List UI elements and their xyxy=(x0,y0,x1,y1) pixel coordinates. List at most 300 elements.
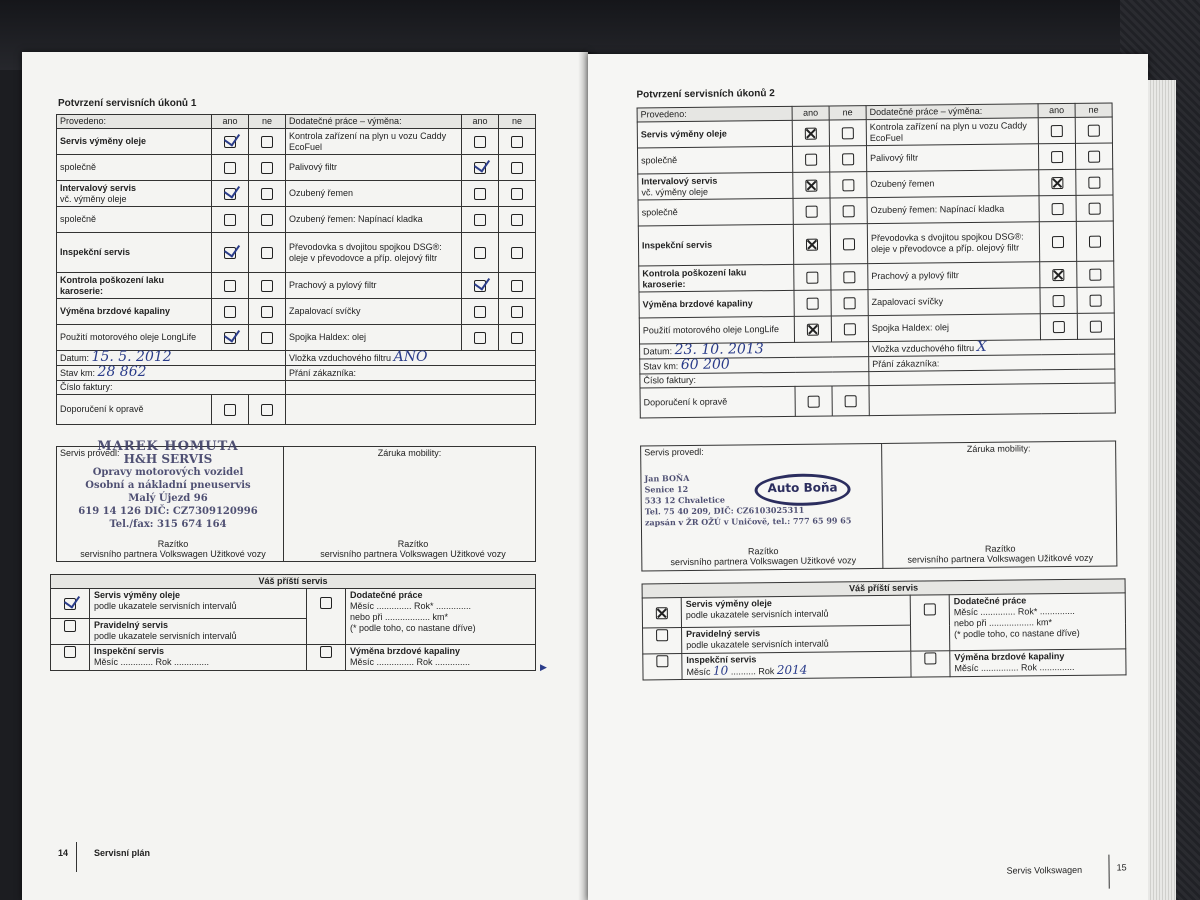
left-row-extra-ano-checkbox[interactable] xyxy=(474,247,486,259)
right-next-c-checkbox[interactable] xyxy=(656,655,668,667)
left-stamp-line: 619 14 126 DIČ: CZ7309120996 xyxy=(78,506,258,517)
right-row-extra-ano-cell[interactable] xyxy=(1040,313,1077,339)
right-row-ne-cell[interactable] xyxy=(831,290,868,316)
right-next-a-checkbox[interactable] xyxy=(656,607,668,619)
right-next-c-check[interactable] xyxy=(643,654,682,680)
left-row-extra-ano-checkbox[interactable] xyxy=(474,188,486,200)
left-doporuceni-ano-cell[interactable] xyxy=(212,395,249,425)
left-faktura-cell xyxy=(57,381,286,395)
right-faktura-label: Číslo faktury: xyxy=(643,374,696,386)
right-razitko-1-sub: servisního partnera Volkswagen Užitkové vozy xyxy=(670,555,857,568)
right-row-extra-ano-cell[interactable] xyxy=(1039,195,1076,221)
left-next-c-title: Inspekční servis xyxy=(94,646,165,656)
left-row-ne-checkbox[interactable] xyxy=(261,280,273,292)
left-row-ne-cell[interactable] xyxy=(249,299,286,325)
right-row-ne-checkbox[interactable] xyxy=(842,179,854,191)
right-row-extra-ne-cell[interactable] xyxy=(1076,169,1113,195)
right-service-table xyxy=(637,103,1116,419)
right-row-ano-checkbox[interactable] xyxy=(806,205,818,217)
right-next-a-check[interactable] xyxy=(642,598,681,628)
right-datum-hand: 23. 10. 2013 xyxy=(674,341,764,359)
left-row-extra-ne-cell[interactable] xyxy=(499,129,536,155)
left-page xyxy=(22,52,588,900)
right-row-label xyxy=(638,224,793,266)
right-row-ano-checkbox[interactable] xyxy=(805,127,817,139)
left-row-extra: Kontrola zařízení na plyn u vozu Caddy EcoFuel xyxy=(286,129,462,155)
right-doporuceni-ano-cell[interactable] xyxy=(795,386,832,416)
right-row-extra-ne-checkbox[interactable] xyxy=(1089,202,1101,214)
left-table-header xyxy=(57,115,536,129)
right-next-e-check[interactable] xyxy=(911,651,950,677)
right-row-extra-ano-checkbox[interactable] xyxy=(1053,321,1065,333)
left-page-number: 14 xyxy=(58,848,69,858)
left-next-c-mesic: Měsíc ............. Rok .............. xyxy=(94,657,210,667)
left-row-extra-ano-checkbox[interactable] xyxy=(474,214,486,226)
right-row-ne-checkbox[interactable] xyxy=(844,323,856,335)
left-row-extra-ne-checkbox[interactable] xyxy=(511,280,523,292)
left-next-c-checkbox[interactable] xyxy=(64,646,76,658)
left-service-table xyxy=(56,114,536,425)
left-row-ano-checkbox[interactable] xyxy=(224,280,236,292)
right-row-ano-checkbox[interactable] xyxy=(807,323,819,335)
right-row-extra-ne-checkbox[interactable] xyxy=(1088,124,1100,136)
left-row-ano-cell[interactable] xyxy=(212,299,249,325)
left-row-ne-checkbox[interactable] xyxy=(261,247,273,259)
right-row-extra: Ozubený řemen xyxy=(867,170,1039,198)
right-row-ne-checkbox[interactable] xyxy=(842,127,854,139)
right-next-c-date: Měsíc 10 .......... Rok 2014 xyxy=(686,662,808,678)
right-row-ano-cell[interactable] xyxy=(793,198,830,224)
left-stamp-line: Osobní a nákladní pneuservis xyxy=(85,480,251,491)
table-row xyxy=(640,383,1115,418)
left-stamp-line: MAREK HOMUTA xyxy=(97,439,239,454)
left-next-b-sub: podle ukazatele servisních intervalů xyxy=(94,631,237,641)
right-page-number: 15 xyxy=(1116,862,1127,873)
right-row-ano-checkbox[interactable] xyxy=(807,297,819,309)
right-row-extra-ne-checkbox[interactable] xyxy=(1090,320,1102,332)
right-row-ano-cell[interactable] xyxy=(792,120,829,146)
left-row-ano-cell[interactable] xyxy=(212,181,249,207)
right-row-extra-ne-cell[interactable] xyxy=(1077,287,1114,313)
left-datum-label: Datum: xyxy=(60,353,90,363)
left-datum-cell xyxy=(57,351,286,366)
right-next-b-check[interactable] xyxy=(643,628,682,654)
right-row-ano-cell[interactable] xyxy=(794,316,831,342)
right-row-extra-ne-checkbox[interactable] xyxy=(1088,176,1100,188)
right-row-label xyxy=(637,120,792,148)
left-row-ne-checkbox[interactable] xyxy=(261,332,273,344)
right-next-a-sub: podle ukazatele servisních intervalů xyxy=(685,608,829,621)
right-row-extra-ano-checkbox[interactable] xyxy=(1052,236,1064,248)
left-row-label-sub: vč. výměny oleje xyxy=(60,193,127,204)
right-next-d-km: nebo při .................. km* xyxy=(953,617,1053,629)
left-row-ano-checkbox[interactable] xyxy=(224,247,236,259)
left-empty-cell xyxy=(286,381,536,395)
table-row xyxy=(57,233,536,273)
right-row-extra-ano-checkbox[interactable] xyxy=(1051,177,1063,189)
right-row-extra-ne-cell[interactable] xyxy=(1077,313,1114,339)
right-next-e-mesic: Měsíc ............... Rok .............. xyxy=(954,661,1075,674)
left-row-extra-ano-cell[interactable] xyxy=(462,273,499,299)
left-row-label-text: Kontrola poškození laku karoserie: xyxy=(60,274,165,296)
left-servis-provedl-label: Servis provedl: xyxy=(60,448,120,458)
right-next-b-title: Pravidelný servis xyxy=(686,628,761,640)
left-razitko-1-title: Razítko xyxy=(157,539,189,549)
left-continue-arrow-icon: ▶ xyxy=(540,662,547,672)
left-doporuceni-empty xyxy=(286,395,536,425)
left-row-extra-ne-cell[interactable] xyxy=(499,207,536,233)
left-row-extra: Prachový a pylový filtr xyxy=(286,273,462,299)
right-row-extra-ano-cell[interactable] xyxy=(1040,261,1077,287)
left-header-ne2: ne xyxy=(499,115,536,129)
table-row xyxy=(57,207,536,233)
right-row-ne-checkbox[interactable] xyxy=(843,205,855,217)
right-row-extra-ano-cell[interactable] xyxy=(1040,287,1077,313)
left-razitko-2 xyxy=(290,539,536,559)
table-row xyxy=(57,129,536,155)
left-row-label-text: Výměna brzdové kapaliny xyxy=(60,306,171,316)
left-row-ano-cell[interactable] xyxy=(212,273,249,299)
right-row-ano-checkbox[interactable] xyxy=(805,179,817,191)
right-next-b-sub: podle ukazatele servisních intervalů xyxy=(686,638,829,651)
right-row-extra-ne-cell[interactable] xyxy=(1076,195,1113,221)
left-row-extra-ne-checkbox[interactable] xyxy=(511,332,523,344)
right-razitko-1-title: Razítko xyxy=(747,546,779,557)
left-vlozka-label: Vložka vzduchového filtru xyxy=(289,353,392,363)
left-row-extra: Spojka Haldex: olej xyxy=(286,325,462,351)
right-next-service-table xyxy=(642,578,1127,680)
right-row-ne-checkbox[interactable] xyxy=(842,153,854,165)
right-next-title: Váš příští servis xyxy=(642,579,1125,598)
left-row-label-text: Servis výměny oleje xyxy=(60,136,147,146)
right-stamp-line: Senice 12 xyxy=(644,483,689,495)
left-header-ano: ano xyxy=(212,115,249,129)
right-row-extra: Spojka Haldex: olej xyxy=(868,314,1040,342)
table-row xyxy=(57,366,536,381)
left-header-ano2: ano xyxy=(462,115,499,129)
left-stamp-line: Tel./fax: 315 674 164 xyxy=(109,519,227,530)
right-next-d-mesic: Měsíc .............. Rok* .............. xyxy=(953,605,1075,618)
left-row-extra-ne-cell[interactable] xyxy=(499,325,536,351)
right-row-ne-checkbox[interactable] xyxy=(843,271,855,283)
left-next-service-table xyxy=(50,574,536,671)
left-row-extra-ano-cell[interactable] xyxy=(462,325,499,351)
right-row-ano-checkbox[interactable] xyxy=(806,238,818,250)
right-next-e-title: Výměna brzdové kapaliny xyxy=(954,651,1065,663)
left-row-extra-ano-cell[interactable] xyxy=(462,299,499,325)
left-row-ano-checkbox[interactable] xyxy=(224,306,236,318)
right-row-label-text: společně xyxy=(641,207,678,218)
left-stamp-line: Opravy motorových vozidel xyxy=(92,467,244,478)
left-row-extra-ne-cell[interactable] xyxy=(499,181,536,207)
right-row-label xyxy=(638,198,793,226)
right-row-extra: Ozubený řemen: Napínací kladka xyxy=(867,196,1039,224)
left-doporuceni-ano-checkbox[interactable] xyxy=(224,404,236,416)
table-row xyxy=(57,395,536,425)
right-row-ano-cell[interactable] xyxy=(793,224,830,264)
right-row-extra-ne-checkbox[interactable] xyxy=(1090,294,1102,306)
left-row-ne-checkbox[interactable] xyxy=(261,188,273,200)
right-row-extra-ano-cell[interactable] xyxy=(1038,117,1075,143)
left-next-d-check[interactable] xyxy=(307,589,346,645)
left-next-e-checkbox[interactable] xyxy=(320,646,332,658)
right-row-ne-cell[interactable] xyxy=(831,316,868,342)
right-razitko-2-sub: servisního partnera Volkswagen Užitkové vozy xyxy=(907,552,1094,565)
left-next-e-mesic: Měsíc ............... Rok .............. xyxy=(350,657,471,667)
table-row xyxy=(57,299,536,325)
left-footer-text: Servisní plán xyxy=(94,848,151,858)
left-doporuceni-ne-cell[interactable] xyxy=(249,395,286,425)
left-next-b-check[interactable] xyxy=(51,619,90,645)
left-row-label xyxy=(57,325,212,351)
right-row-extra: Převodovka s dvojitou spojkou DSG®: oleje v převodovce a příp. olejový filtr xyxy=(867,222,1039,264)
right-header-ano2: ano xyxy=(1038,103,1075,117)
left-row-extra-ano-cell[interactable] xyxy=(462,181,499,207)
table-row xyxy=(57,381,536,395)
left-row-label-text: Použití motorového oleje LongLife xyxy=(60,332,197,342)
right-header-ano: ano xyxy=(792,106,829,120)
left-dealer-stamp xyxy=(68,440,268,531)
left-row-ano-cell[interactable] xyxy=(212,233,249,273)
right-row-extra-ano-checkbox[interactable] xyxy=(1052,203,1064,215)
left-row-ne-checkbox[interactable] xyxy=(261,136,273,148)
right-row-extra-ano-checkbox[interactable] xyxy=(1053,295,1065,307)
left-row-extra-ano-checkbox[interactable] xyxy=(474,306,486,318)
right-next-d-checkbox[interactable] xyxy=(924,603,936,615)
table-row xyxy=(638,221,1113,266)
left-stav-hand: 28 862 xyxy=(97,364,147,380)
right-row-ne-cell[interactable] xyxy=(829,120,866,146)
right-row-extra-ne-cell[interactable] xyxy=(1076,221,1113,261)
right-row-label-text: Inspekční servis xyxy=(641,239,713,251)
left-row-label xyxy=(57,299,212,325)
right-zaruka-label: Záruka mobility: xyxy=(966,443,1031,455)
right-stav-hand: 60 200 xyxy=(680,356,730,374)
left-row-extra-ne-cell[interactable] xyxy=(499,299,536,325)
left-row-ano-cell[interactable] xyxy=(212,129,249,155)
right-row-extra: Kontrola zařízení na plyn u vozu Caddy EcoFuel xyxy=(866,118,1038,146)
right-row-extra-ne-checkbox[interactable] xyxy=(1089,268,1101,280)
left-row-ne-cell[interactable] xyxy=(249,155,286,181)
left-next-d-mesic: Měsíc .............. Rok* .............. xyxy=(350,601,472,611)
right-next-a-title: Servis výměny oleje xyxy=(685,598,772,610)
right-row-extra-ano-cell[interactable] xyxy=(1039,169,1076,195)
left-next-d-checkbox[interactable] xyxy=(320,597,332,609)
left-row-extra-ne-checkbox[interactable] xyxy=(511,136,523,148)
left-row-extra-ano-cell[interactable] xyxy=(462,233,499,273)
right-next-c-title: Inspekční servis xyxy=(686,654,757,666)
right-row-ne-cell[interactable] xyxy=(830,224,867,264)
right-stav-label: Stav km: xyxy=(643,361,679,372)
left-row-extra-ano-checkbox[interactable] xyxy=(474,162,486,174)
right-row-ano-checkbox[interactable] xyxy=(806,271,818,283)
left-row-ne-cell[interactable] xyxy=(249,181,286,207)
right-row-label xyxy=(637,146,792,174)
left-header-provedeno: Provedeno: xyxy=(57,115,212,129)
right-vlozka-hand: X xyxy=(976,338,987,355)
left-row-ano-cell[interactable] xyxy=(212,207,249,233)
left-row-extra-ne-cell[interactable] xyxy=(499,155,536,181)
left-row-extra: Ozubený řemen: Napínací kladka xyxy=(286,207,462,233)
left-next-e-title: Výměna brzdové kapaliny xyxy=(350,646,461,656)
right-row-extra-ano-checkbox[interactable] xyxy=(1051,151,1063,163)
left-row-ano-checkbox[interactable] xyxy=(224,188,236,200)
left-stamp-line: H&H SERVIS xyxy=(123,452,213,466)
table-row xyxy=(57,325,536,351)
left-row-ano-checkbox[interactable] xyxy=(224,214,236,226)
left-row-label xyxy=(57,207,212,233)
right-next-e-checkbox[interactable] xyxy=(924,652,936,664)
left-next-b-title: Pravidelný servis xyxy=(94,620,169,630)
left-stav-label: Stav km: xyxy=(60,368,96,378)
left-row-extra-ano-checkbox[interactable] xyxy=(474,136,486,148)
right-next-c-month-hand: 10 xyxy=(712,663,729,678)
left-row-extra-ne-cell[interactable] xyxy=(499,273,536,299)
left-row-ne-cell[interactable] xyxy=(249,129,286,155)
left-next-e-check[interactable] xyxy=(307,645,346,671)
right-footer-divider xyxy=(1108,855,1109,889)
left-doporuceni-label: Doporučení k opravě xyxy=(57,395,212,425)
left-doporuceni-ne-checkbox[interactable] xyxy=(261,404,273,416)
left-row-extra: Převodovka s dvojitou spojkou DSG®: oleje v převodovce a příp. olejový filtr xyxy=(286,233,462,273)
right-row-ne-checkbox[interactable] xyxy=(843,238,855,250)
left-row-extra-ano-cell[interactable] xyxy=(462,155,499,181)
left-header-ne: ne xyxy=(249,115,286,129)
left-page-title: Potvrzení servisních úkonů 1 xyxy=(58,98,197,109)
left-row-extra-ano-cell[interactable] xyxy=(462,207,499,233)
left-row-extra-ne-checkbox[interactable] xyxy=(511,247,523,259)
right-row-label-text: Výměna brzdové kapaliny xyxy=(642,298,753,310)
right-next-d-check[interactable] xyxy=(910,595,950,651)
left-razitko-2-sub: servisního partnera Volkswagen Užitkové vozy xyxy=(320,549,506,559)
right-row-label xyxy=(639,290,794,318)
right-row-ne-cell[interactable] xyxy=(830,172,867,198)
right-row-extra-ano-checkbox[interactable] xyxy=(1051,125,1063,137)
right-row-extra-ne-cell[interactable] xyxy=(1077,261,1114,287)
auto-bona-logo: Auto Boňa xyxy=(754,473,850,506)
right-row-ne-checkbox[interactable] xyxy=(844,297,856,309)
right-row-extra: Palivový filtr xyxy=(866,144,1038,172)
right-row-extra: Zapalovací svíčky xyxy=(868,288,1040,316)
right-next-c-rok-label: Rok xyxy=(758,666,775,677)
right-page-title: Potvrzení servisních úkonů 2 xyxy=(636,88,775,101)
left-row-label-text: společně xyxy=(60,214,97,224)
right-doporuceni-ano-checkbox[interactable] xyxy=(808,395,820,407)
right-row-extra-ano-cell[interactable] xyxy=(1039,221,1076,261)
left-row-extra-ne-checkbox[interactable] xyxy=(511,214,523,226)
left-prani-cell xyxy=(286,366,536,381)
left-next-title: Váš příští servis xyxy=(51,575,536,589)
right-datum-label: Datum: xyxy=(643,346,673,357)
left-prani-label: Přání zákazníka: xyxy=(289,367,357,378)
right-razitko-2 xyxy=(883,542,1117,564)
left-header-dodatecne: Dodatečné práce – výměna: xyxy=(286,115,462,129)
right-row-label-text: Použití motorového oleje LongLife xyxy=(642,324,780,336)
right-row-extra-ne-checkbox[interactable] xyxy=(1088,150,1100,162)
table-row xyxy=(57,155,536,181)
left-row-extra-ne-cell[interactable] xyxy=(499,233,536,273)
left-row-ano-checkbox[interactable] xyxy=(224,332,236,344)
left-row-extra-ne-checkbox[interactable] xyxy=(511,306,523,318)
right-doporuceni-ne-checkbox[interactable] xyxy=(845,395,857,407)
left-vlozka-cell xyxy=(286,351,536,366)
right-row-label-text: Intervalový servis xyxy=(641,175,718,186)
right-row-ano-cell[interactable] xyxy=(793,172,830,198)
right-row-ano-cell[interactable] xyxy=(794,264,831,290)
left-next-a-check[interactable] xyxy=(51,589,90,619)
left-footer-divider xyxy=(76,842,77,872)
right-row-ne-cell[interactable] xyxy=(830,198,867,224)
left-row-ne-checkbox[interactable] xyxy=(261,214,273,226)
right-header-ne2: ne xyxy=(1075,103,1112,117)
right-row-extra-ano-checkbox[interactable] xyxy=(1052,269,1064,281)
right-doporuceni-empty xyxy=(869,383,1115,416)
right-servis-provedl-label: Servis provedl: xyxy=(644,446,704,458)
left-next-a-title: Servis výměny oleje xyxy=(94,590,181,600)
left-row-label-text: Inspekční servis xyxy=(60,247,131,257)
left-row-ne-checkbox[interactable] xyxy=(261,306,273,318)
right-row-label xyxy=(639,264,794,292)
right-row-extra-ne-cell[interactable] xyxy=(1075,143,1112,169)
right-next-b-checkbox[interactable] xyxy=(656,629,668,641)
left-razitko-1-sub: servisního partnera Volkswagen Užitkové vozy xyxy=(80,549,266,559)
left-next-d-note: (* podle toho, co nastane dříve) xyxy=(350,623,476,633)
left-row-ano-checkbox[interactable] xyxy=(224,162,236,174)
right-next-d-note: (* podle toho, co nastane dříve) xyxy=(954,627,1080,640)
left-row-ano-checkbox[interactable] xyxy=(224,136,236,148)
right-header-dodatecne: Dodatečné práce – výměna: xyxy=(866,104,1038,120)
left-next-c-check[interactable] xyxy=(51,645,90,671)
left-row-label-text: společně xyxy=(60,162,97,172)
right-row-ano-cell[interactable] xyxy=(794,290,831,316)
right-next-d-title: Dodatečné práce xyxy=(953,595,1027,607)
left-row-ne-cell[interactable] xyxy=(249,325,286,351)
right-row-ne-cell[interactable] xyxy=(831,264,868,290)
left-row-label xyxy=(57,181,212,207)
right-row-ano-checkbox[interactable] xyxy=(805,153,817,165)
right-row-ano-cell[interactable] xyxy=(792,146,829,172)
left-row-extra-ano-checkbox[interactable] xyxy=(474,332,486,344)
right-row-ne-cell[interactable] xyxy=(829,146,866,172)
left-row-ne-cell[interactable] xyxy=(249,273,286,299)
left-row-ne-checkbox[interactable] xyxy=(261,162,273,174)
left-zaruka-label: Záruka mobility: xyxy=(377,448,442,458)
left-next-b-checkbox[interactable] xyxy=(64,620,76,632)
left-row-ne-cell[interactable] xyxy=(249,233,286,273)
right-row-extra-ne-cell[interactable] xyxy=(1075,117,1112,143)
right-vlozka-label: Vložka vzduchového filtru xyxy=(872,342,975,355)
left-next-a-checkbox[interactable] xyxy=(64,598,76,610)
right-row-extra-ano-cell[interactable] xyxy=(1038,143,1075,169)
right-header-ne: ne xyxy=(829,106,866,120)
left-row-extra-ne-checkbox[interactable] xyxy=(511,188,523,200)
left-row-label xyxy=(57,129,212,155)
left-row-ne-cell[interactable] xyxy=(249,207,286,233)
right-next-c-mesic-label: Měsíc xyxy=(686,666,711,678)
left-row-extra-ne-checkbox[interactable] xyxy=(511,162,523,174)
left-row-extra-ano-cell[interactable] xyxy=(462,129,499,155)
left-next-d-title: Dodatečné práce xyxy=(350,590,423,600)
right-row-extra-ne-checkbox[interactable] xyxy=(1089,235,1101,247)
left-razitko-2-title: Razítko xyxy=(397,539,429,549)
right-dealer-stamp xyxy=(644,471,885,529)
right-doporuceni-ne-cell[interactable] xyxy=(832,386,869,416)
right-row-extra: Prachový a pylový filtr xyxy=(868,262,1040,290)
left-row-label xyxy=(57,233,212,273)
left-row-ano-cell[interactable] xyxy=(212,325,249,351)
left-row-extra-ano-checkbox[interactable] xyxy=(474,280,486,292)
left-row-ano-cell[interactable] xyxy=(212,155,249,181)
